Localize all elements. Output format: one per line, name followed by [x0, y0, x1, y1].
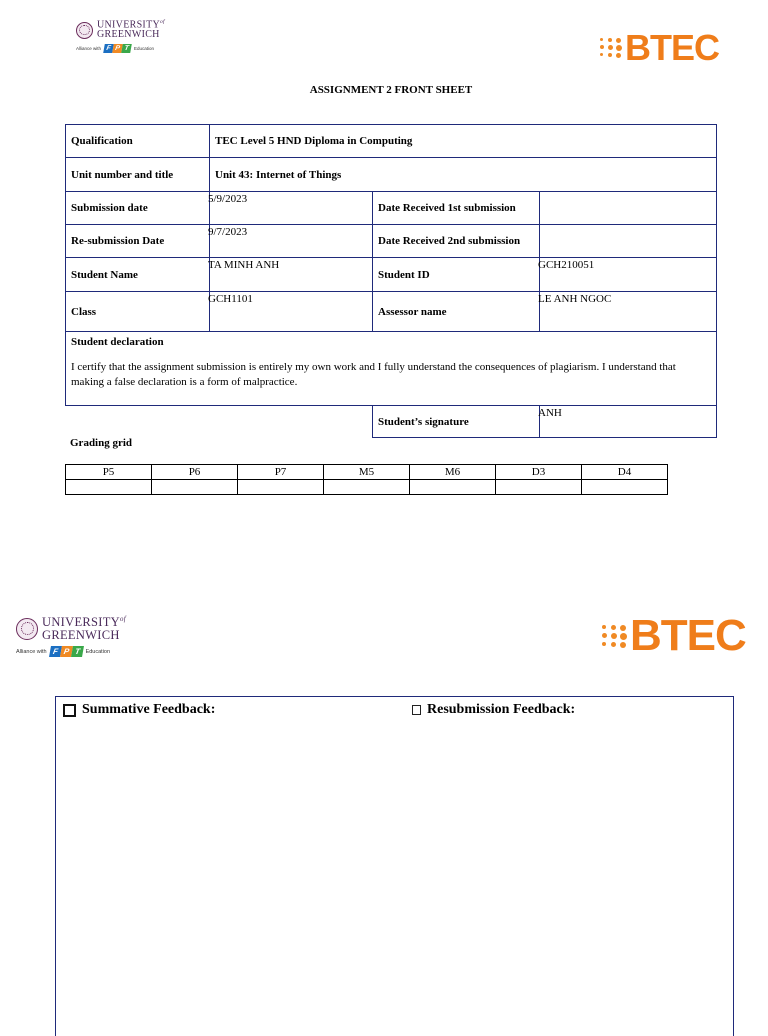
grade-header-p6: P6	[152, 465, 238, 480]
date-received-2-label: Date Received 2nd submission	[373, 225, 540, 258]
university-name-line1: UNIVERSITY	[97, 19, 160, 31]
class-value: GCH1101	[208, 293, 253, 305]
crest-icon	[76, 22, 93, 39]
page-title: ASSIGNMENT 2 FRONT SHEET	[309, 84, 473, 96]
grade-header-d4: D4	[582, 465, 668, 480]
resubmission-feedback-heading	[412, 702, 575, 718]
unit-label: Unit number and title	[66, 158, 210, 192]
university-of: of	[120, 615, 126, 623]
declaration-title: Student declaration	[71, 336, 164, 348]
checkbox-icon[interactable]	[63, 704, 76, 717]
grading-header-row	[66, 465, 668, 480]
grade-cell-m6	[410, 480, 496, 495]
btec-dots-icon	[602, 625, 627, 648]
fpt-letter-t: T	[71, 646, 84, 657]
student-id-label: Student ID	[373, 258, 540, 292]
signature-spacer	[66, 406, 373, 438]
fpt-logo	[50, 646, 83, 657]
summative-feedback-label: Summative Feedback:	[82, 702, 216, 717]
checkbox-icon[interactable]	[412, 705, 421, 715]
grade-header-d3: D3	[496, 465, 582, 480]
grading-grid	[65, 464, 668, 495]
alliance-line	[76, 44, 165, 53]
resubmission-date-label: Re-submission Date	[66, 225, 210, 258]
grade-cell-m5	[324, 480, 410, 495]
university-name-line2: GREENWICH	[97, 29, 160, 41]
fpt-logo	[104, 44, 131, 53]
unit-value: Unit 43: Internet of Things	[210, 158, 717, 192]
university-of: of	[160, 19, 165, 25]
btec-logo-2	[602, 611, 746, 660]
fpt-letter-f: F	[49, 646, 62, 657]
declaration-cell	[66, 332, 717, 406]
grade-header-p5: P5	[66, 465, 152, 480]
university-logo	[76, 20, 165, 53]
signature-value: ANH	[538, 407, 562, 419]
grade-cell-p6	[152, 480, 238, 495]
date-received-1-label: Date Received 1st submission	[373, 192, 540, 225]
grade-cell-d3	[496, 480, 582, 495]
grade-header-m6: M6	[410, 465, 496, 480]
alliance-suffix: Education	[134, 46, 155, 52]
crest-icon	[16, 618, 38, 640]
grade-cell-d4	[582, 480, 668, 495]
declaration-text: I certify that the assignment submission is entirely my own work and I fully understand the consequences of plagiarism. I understand that making a false declaration is a form of malpractice.	[71, 361, 676, 388]
class-label: Class	[66, 292, 210, 332]
grading-grid-label: Grading grid	[70, 437, 133, 449]
qualification-label: Qualification	[66, 125, 210, 158]
alliance-prefix: Alliance with	[16, 648, 47, 655]
resubmission-date-value: 9/7/2023	[208, 226, 248, 238]
alliance-line	[16, 646, 126, 657]
fpt-letter-p: P	[60, 646, 73, 657]
fpt-letter-f: F	[103, 44, 114, 53]
grading-value-row	[66, 480, 668, 495]
university-logo-2	[16, 616, 126, 657]
grade-header-p7: P7	[238, 465, 324, 480]
alliance-prefix: Alliance with	[76, 46, 102, 52]
front-sheet-table	[65, 124, 717, 438]
grade-header-m5: M5	[324, 465, 410, 480]
alliance-suffix: Education	[85, 648, 111, 655]
university-name-line1: UNIVERSITY	[42, 615, 120, 629]
date-received-1-value	[540, 192, 717, 225]
btec-logo	[600, 27, 719, 68]
fpt-letter-p: P	[112, 44, 123, 53]
qualification-value: TEC Level 5 HND Diploma in Computing	[210, 125, 717, 158]
feedback-box	[55, 696, 734, 1036]
btec-wordmark: BTEC	[625, 27, 719, 68]
signature-label: Student’s signature	[373, 406, 540, 438]
student-name-value: TA MINH ANH	[208, 259, 280, 271]
btec-dots-icon	[600, 38, 622, 58]
fpt-letter-t: T	[121, 44, 132, 53]
assessor-value: LE ANH NGOC	[538, 293, 612, 305]
student-id-value: GCH210051	[538, 259, 595, 271]
date-received-2-value	[540, 225, 717, 258]
resubmission-feedback-label: Resubmission Feedback:	[427, 702, 576, 717]
student-name-label: Student Name	[66, 258, 210, 292]
grade-cell-p5	[66, 480, 152, 495]
assessor-label: Assessor name	[373, 292, 540, 332]
btec-wordmark: BTEC	[630, 611, 746, 660]
grade-cell-p7	[238, 480, 324, 495]
submission-date-label: Submission date	[66, 192, 210, 225]
summative-feedback-heading	[63, 702, 215, 718]
university-name-line2: GREENWICH	[42, 627, 120, 642]
submission-date-value: 5/9/2023	[208, 193, 248, 205]
